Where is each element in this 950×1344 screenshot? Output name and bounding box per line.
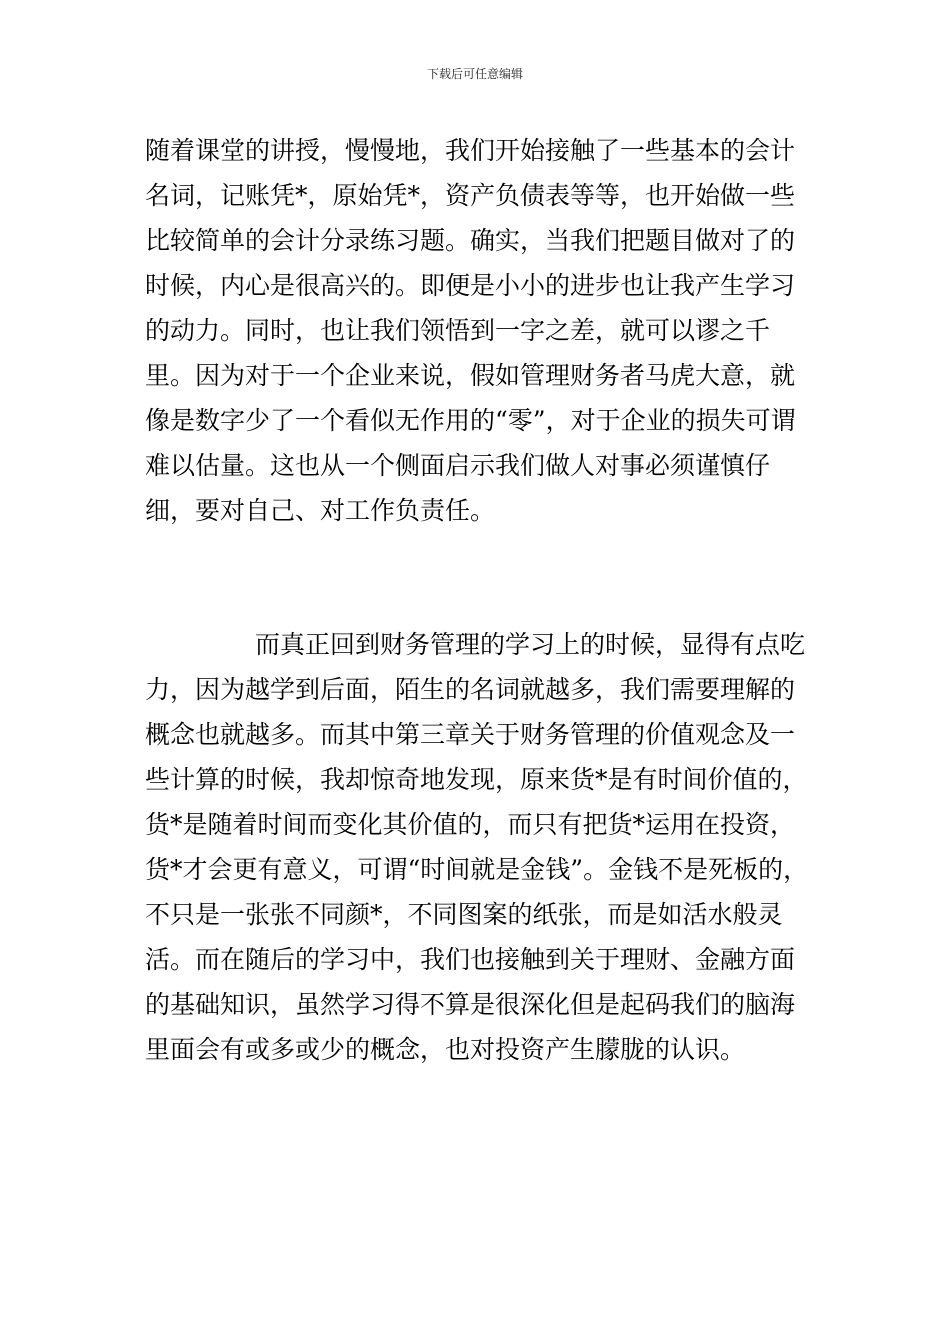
body-paragraph-1: 随着课堂的讲授，慢慢地，我们开始接触了一些基本的会计名词，记账凭*，原始凭*，资产负债表等等，也开始做一些比较简单的会计分录练习题。确实，当我们把题目做对了的时候，内心是很高兴的。即便是小小的进步也让我产生学习的动力。同时，也让我们领悟到一字之差，就可以谬之千里。因为对于一个企业来说，假如管理财务者马虎大意，就像是数字少了一个看似无作用的“零”，对于企业的损失可谓难以估量。这也从一个侧面启示我们做人对事必须谨慎仔细，要对自己、对工作负责任。 — [145, 136, 796, 525]
page-header: 下载后可任意编辑 — [426, 67, 523, 81]
body-paragraph-2: 而真正回到财务管理的学习上的时候，显得有点吃力，因为越学到后面，陌生的名词就越多，我们需要理解的概念也就越多。而其中第三章关于财务管理的价值观念及一些计算的时候，我却惊奇地发现，原来货*是有时间价值的，货*是随着时间而变化其价值的，而只有把货*运用在投资，货*才会更有意义，可谓“时间就是金钱”。金钱不是死板的，不只是一张张不同颜*，不同图案的纸张，而是如活水般灵活。而在随后的学习中，我们也接触到关于理财、金融方面的基础知识，虽然学习得不算是很深化但是起码我们的脑海里面会有或多或少的概念，也对投资产生朦胧的认识。 — [145, 630, 809, 1064]
